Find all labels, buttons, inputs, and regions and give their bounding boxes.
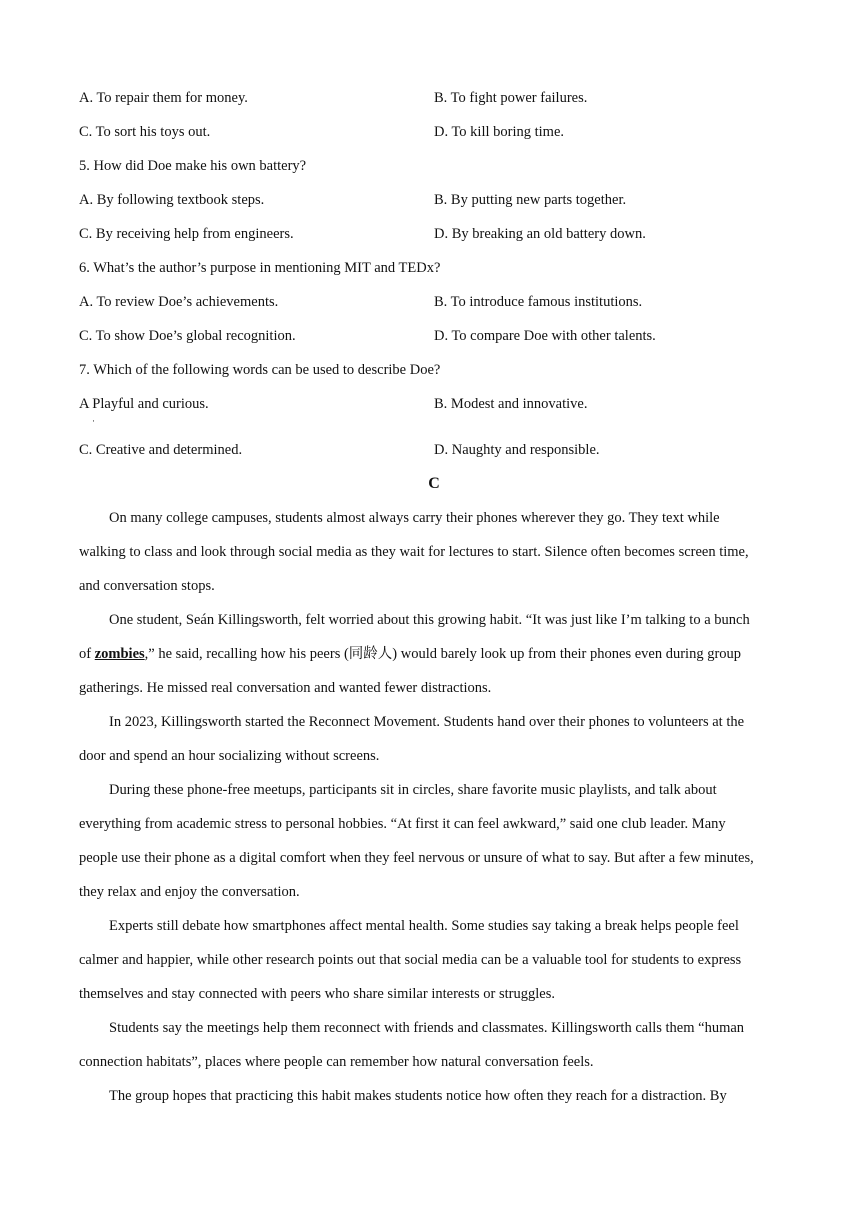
stray-dot-mark: · [92,416,95,426]
passage-line: people use their phone as a digital comfort when they feel nervous or unsure of what to say. But after a few minutes, [79,850,754,866]
passage-line [79,645,741,663]
passage-line: everything from academic stress to personal hobbies. “At first it can feel awkward,” said one club leader. Many [79,816,726,832]
q5-option-d: D. By breaking an old battery down. [434,226,646,242]
q5-question: 5. How did Doe make his own battery? [79,158,307,174]
passage-line: In 2023, Killingsworth started the Reconnect Movement. Students hand over their phones to volunteers at the [109,714,745,730]
passage-line: The group hopes that practicing this habit makes students notice how often they reach for a distraction. By [109,1088,727,1104]
q5-option-a: A. By following textbook steps. [79,192,265,208]
q6-question: 6. What’s the author’s purpose in mentioning MIT and TEDx? [79,260,441,276]
q6-option-a: A. To review Doe’s achievements. [79,294,279,310]
q4-option-d: D. To kill boring time. [434,124,565,140]
passage-line: Students say the meetings help them reconnect with friends and classmates. Killingsworth calls them “human [109,1020,745,1036]
passage-line: gatherings. He missed real conversation and wanted fewer distractions. [79,680,492,696]
q7-option-d: D. Naughty and responsible. [434,442,600,458]
passage-line: During these phone-free meetups, participants sit in circles, share favorite music playlists, and talk about [109,782,717,798]
q4-option-a: A. To repair them for money. [79,90,248,106]
q7-option-a: A Playful and curious. [79,396,209,412]
q7-option-c: C. Creative and determined. [79,442,243,458]
q6-option-d: D. To compare Doe with other talents. [434,328,656,344]
passage-text: ,” he said, recalling how his peers (同龄人) would barely look up from their phones even during group [144,646,742,662]
passage-line: themselves and stay connected with peers who share similar interests or struggles. [79,986,555,1002]
q7-option-b: B. Modest and innovative. [434,396,588,412]
q6-option-c: C. To show Doe’s global recognition. [79,328,296,344]
passage-line: connection habitats”, places where people can remember how natural conversation feels. [79,1054,594,1070]
q5-option-c: C. By receiving help from engineers. [79,226,294,242]
q4-option-c: C. To sort his toys out. [79,124,211,140]
q6-option-b: B. To introduce famous institutions. [434,294,643,310]
passage-line: they relax and enjoy the conversation. [79,884,300,900]
q4-option-b: B. To fight power failures. [434,90,588,106]
passage-line: walking to class and look through social media as they wait for lectures to start. Silence often becomes screen time, [79,544,749,560]
q7-question: 7. Which of the following words can be used to describe Doe? [79,362,441,378]
q5-option-b: B. By putting new parts together. [434,192,627,208]
underlined-word-zombies: zombies [94,646,145,662]
passage-line: door and spend an hour socializing without screens. [79,748,380,764]
section-heading: C [428,475,440,492]
passage-line: On many college campuses, students almost always carry their phones wherever they go. They text while [109,510,720,526]
passage-line: One student, Seán Killingsworth, felt worried about this growing habit. “It was just like I’m talking to a bunch [109,612,750,628]
passage-line: calmer and happier, while other research points out that social media can be a valuable tool for students to express [79,952,742,968]
passage-line: Experts still debate how smartphones affect mental health. Some studies say taking a break helps people feel [109,918,739,934]
passage-line: and conversation stops. [79,578,215,594]
passage-text: of [79,646,95,662]
